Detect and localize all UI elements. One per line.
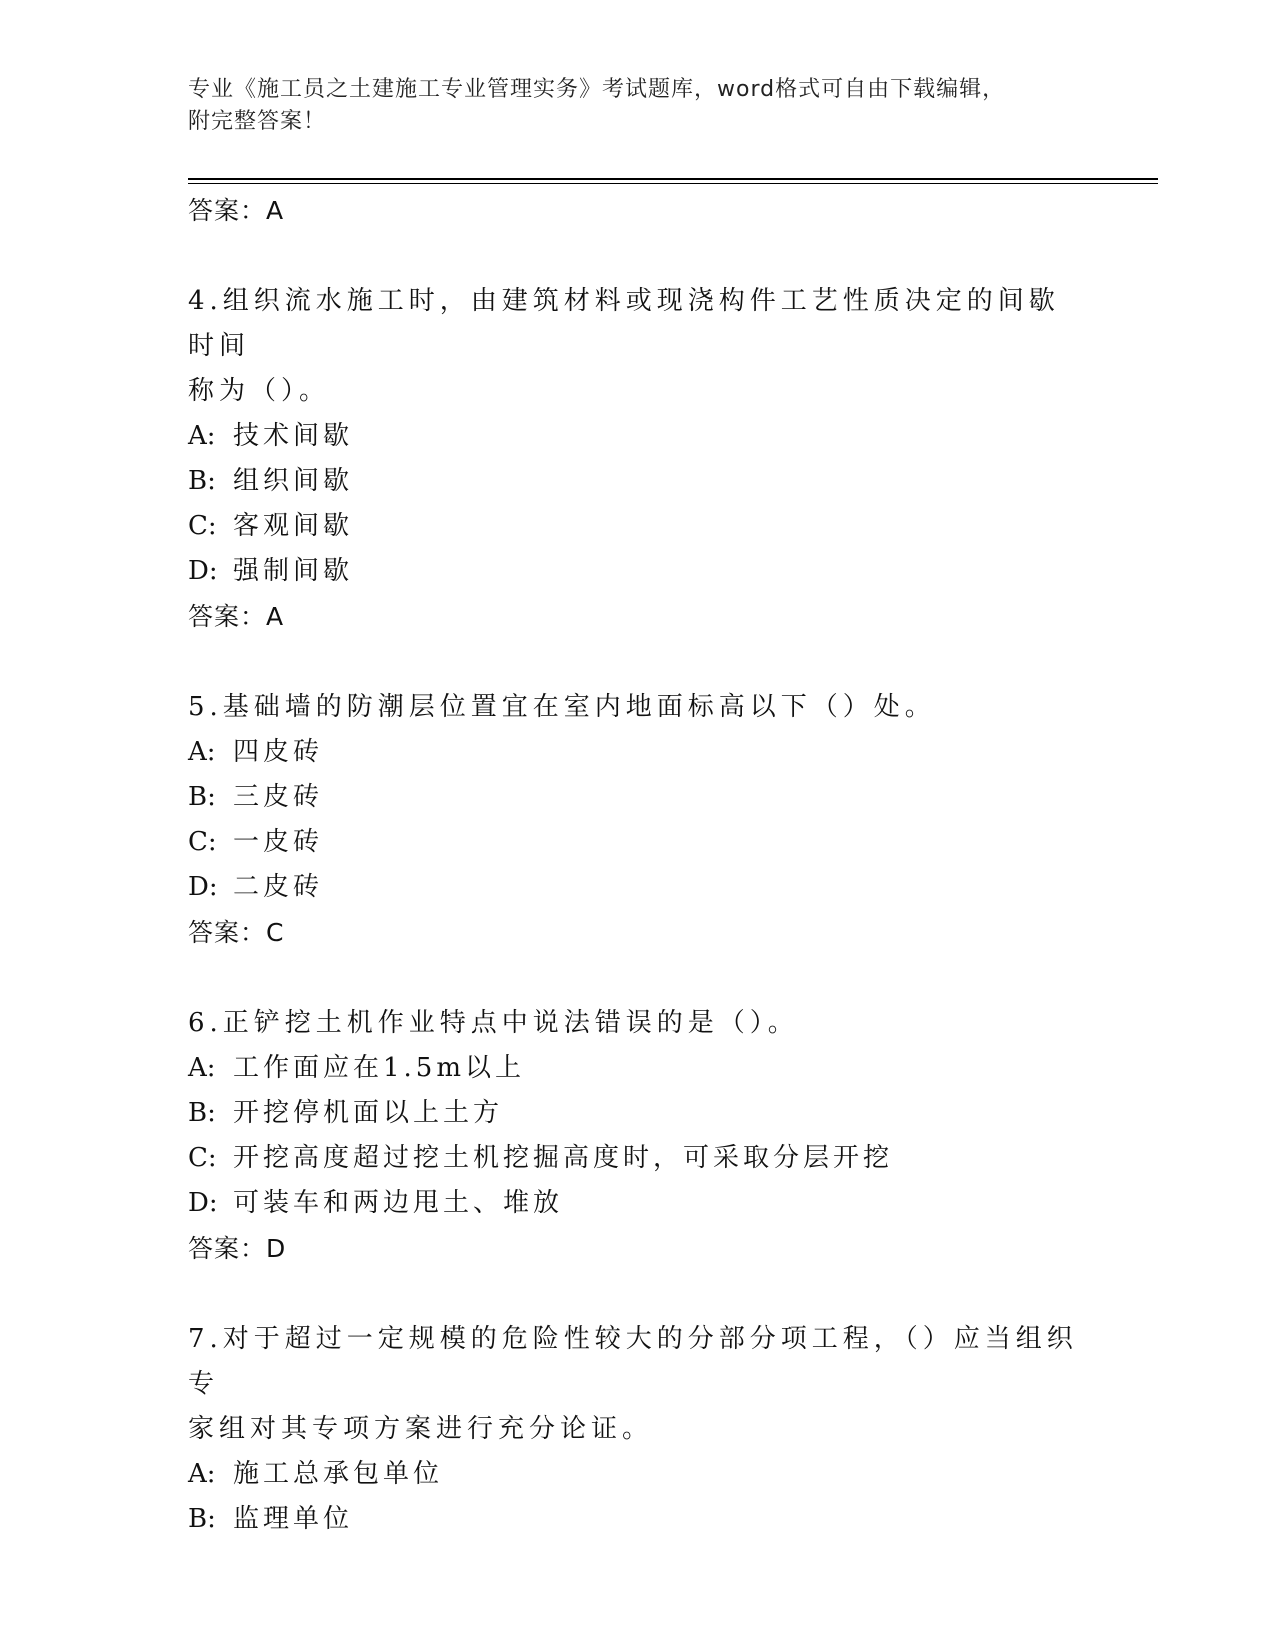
option-b — [188, 1497, 1088, 1542]
option-text: 组织间歇 — [233, 466, 354, 496]
option-a — [188, 1452, 1088, 1497]
question-text-line-1: 5.基础墙的防潮层位置宜在室内地面标高以下（）处。 — [188, 692, 936, 722]
option-a — [188, 730, 1088, 775]
option-text: 开挖停机面以上土方 — [233, 1098, 504, 1128]
option-text: 二皮砖 — [233, 872, 324, 902]
spacer — [188, 233, 1088, 279]
option-b — [188, 775, 1088, 820]
question-4 — [188, 279, 1088, 639]
option-d — [188, 549, 1088, 594]
option-text: 施工总承包单位 — [233, 1459, 444, 1489]
page-header — [188, 74, 1068, 138]
option-text: 工作面应在1.5m以上 — [233, 1053, 526, 1083]
answer-line: 答案：C — [188, 918, 285, 947]
question-6 — [188, 1001, 1088, 1271]
option-b — [188, 1091, 1088, 1136]
header-line-1: 专业《施工员之土建施工专业管理实务》考试题库，word格式可自由下载编辑， — [188, 77, 1006, 102]
question-5 — [188, 685, 1088, 955]
question-text-line-1: 6.正铲挖土机作业特点中说法错误的是（）。 — [188, 1008, 799, 1038]
option-key: D: — [188, 556, 218, 586]
answer-line-q3: 答案：A — [188, 196, 285, 225]
header-divider-thick — [188, 178, 1158, 180]
option-text: 客观间歇 — [233, 511, 354, 541]
option-text: 开挖高度超过挖土机挖掘高度时，可采取分层开挖 — [233, 1143, 894, 1173]
question-text-line-2: 称为（）。 — [188, 376, 331, 406]
option-c — [188, 504, 1088, 549]
option-key: C: — [188, 827, 217, 857]
spacer — [188, 955, 1088, 1001]
option-b — [188, 459, 1088, 504]
option-key: C: — [188, 1143, 217, 1173]
option-a — [188, 1046, 1088, 1091]
option-key: B: — [188, 782, 216, 812]
question-text-line-2: 家组对其专项方案进行充分论证。 — [188, 1414, 654, 1444]
option-text: 强制间歇 — [233, 556, 354, 586]
option-key: B: — [188, 1504, 216, 1534]
option-c — [188, 1136, 1088, 1181]
option-key: A: — [188, 421, 216, 451]
question-text-line-1: 7.对于超过一定规模的危险性较大的分部分项工程，（）应当组织专 — [188, 1324, 1078, 1399]
option-text: 技术间歇 — [233, 421, 354, 451]
document-body — [188, 188, 1088, 1542]
option-key: C: — [188, 511, 217, 541]
question-7 — [188, 1317, 1088, 1542]
option-text: 监理单位 — [233, 1504, 354, 1534]
option-key: A: — [188, 1459, 216, 1489]
spacer — [188, 1271, 1088, 1317]
option-text: 可装车和两边甩土、堆放 — [233, 1188, 564, 1218]
option-text: 三皮砖 — [233, 782, 324, 812]
header-divider-thin — [188, 183, 1158, 184]
spacer — [188, 639, 1088, 685]
option-key: A: — [188, 737, 216, 767]
option-d — [188, 865, 1088, 910]
header-line-2: 附完整答案！ — [188, 109, 327, 134]
answer-line: 答案：A — [188, 602, 285, 631]
option-a — [188, 414, 1088, 459]
option-key: D: — [188, 872, 218, 902]
answer-line: 答案：D — [188, 1234, 287, 1263]
option-text: 四皮砖 — [233, 737, 324, 767]
option-text: 一皮砖 — [233, 827, 324, 857]
question-text-line-1: 4.组织流水施工时，由建筑材料或现浇构件工艺性质决定的间歇时间 — [188, 286, 1060, 361]
option-key: B: — [188, 466, 216, 496]
option-key: B: — [188, 1098, 216, 1128]
option-key: A: — [188, 1053, 216, 1083]
option-d — [188, 1181, 1088, 1226]
option-c — [188, 820, 1088, 865]
option-key: D: — [188, 1188, 218, 1218]
